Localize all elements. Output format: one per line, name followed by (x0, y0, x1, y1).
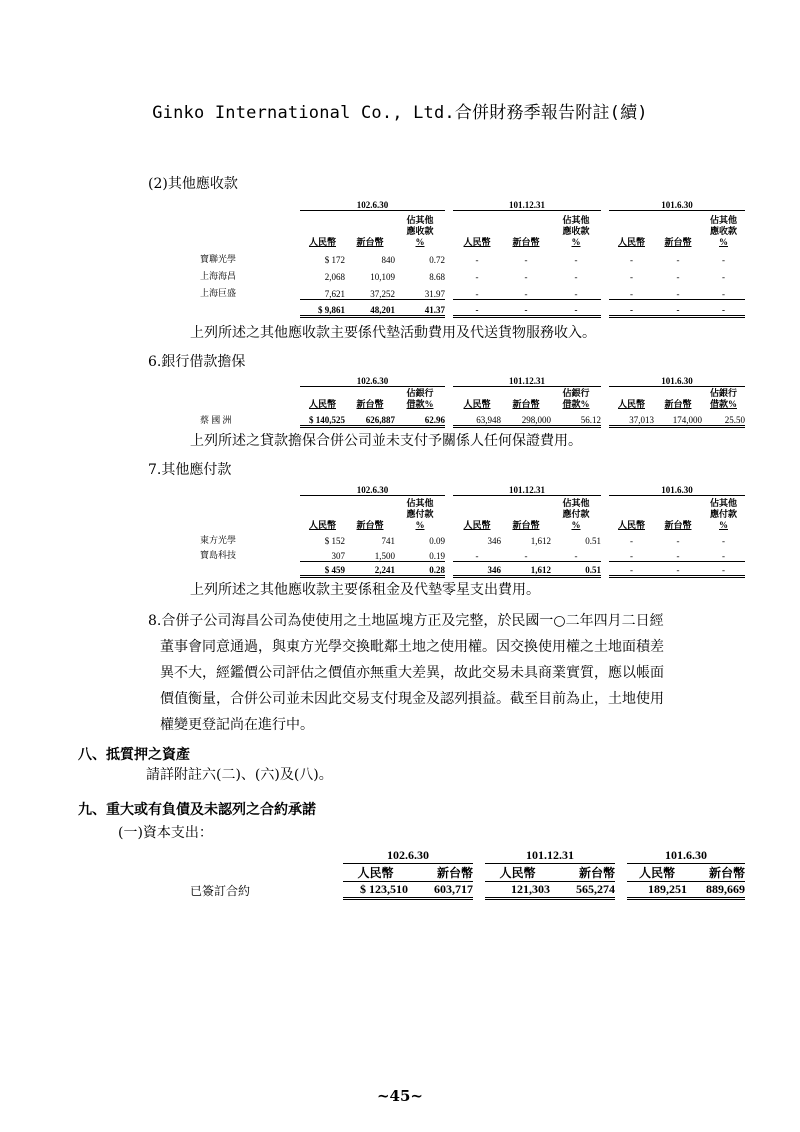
table-cell: 889,669 (687, 882, 745, 899)
period-header: 101.6.30 (609, 483, 745, 495)
table-cell: - (574, 272, 578, 282)
period-header: 102.6.30 (300, 374, 445, 386)
column-header: % (719, 237, 728, 247)
table-cell: 10,109 (370, 272, 395, 282)
column-header: % (415, 520, 425, 530)
table-cell: - (702, 299, 745, 316)
column-header: % (571, 237, 581, 247)
table-cell: - (501, 282, 551, 299)
section-8-text: 請詳附註六(二)、(六)及(八)。 (146, 767, 333, 783)
column-header: 借款% (709, 399, 737, 409)
table-cell: 62.96 (395, 410, 445, 426)
table-cell: $ 140,525 (300, 410, 345, 426)
column-header: 佔其他 (406, 498, 434, 508)
column-header: % (571, 520, 581, 530)
period-header: 102.6.30 (300, 198, 445, 210)
table-cell: - (676, 255, 680, 265)
table-cell: - (609, 561, 654, 576)
column-header: 應付款 (562, 509, 590, 519)
table-row (200, 282, 745, 299)
column-header: % (719, 520, 728, 530)
column-header: 新台幣 (356, 520, 384, 530)
table-cell: - (654, 546, 702, 561)
table-cell: - (453, 282, 501, 299)
column-header: 新台幣 (356, 237, 384, 247)
table-cell: 741 (381, 536, 395, 546)
table-cell: 8.68 (429, 272, 445, 282)
table-cell: - (654, 299, 702, 316)
table-cell: - (722, 272, 725, 282)
row-label: 寶島科技 (200, 550, 237, 560)
column-header: 人民幣 (308, 237, 336, 247)
table-cell: - (475, 255, 479, 265)
table-cell: - (702, 546, 745, 561)
column-header: 新台幣 (512, 237, 540, 247)
table-cell: 840 (381, 255, 395, 265)
table-cell: 63,948 (453, 410, 501, 426)
column-header: 新台幣 (550, 864, 615, 882)
note-line: 董事會同意通過，與東方光學交換毗鄰土地之使用權。因交換使用權之土地面積差 (160, 639, 664, 655)
period-header: 101.6.30 (609, 374, 745, 386)
column-header: 借款% (562, 399, 590, 409)
period-header: 101.12.31 (485, 848, 615, 864)
table-cell: 121,303 (485, 882, 550, 899)
period-header: 102.6.30 (343, 848, 473, 864)
column-header: % (415, 237, 425, 247)
table-cell: - (475, 272, 479, 282)
table-cell: 1,612 (501, 561, 551, 576)
column-header: 佔銀行 (562, 388, 590, 398)
table-cell: $ 9,861 (300, 299, 345, 316)
other-payables-heading: 7.其他應付款 (148, 462, 232, 478)
table-cell: 2,068 (324, 272, 345, 282)
table-cell: - (453, 546, 501, 561)
table-cell: - (676, 536, 680, 546)
column-header: 人民幣 (463, 520, 491, 530)
bank-guarantee-table (200, 374, 745, 428)
table-cell: - (501, 546, 551, 561)
other-receivables-table (200, 198, 745, 318)
column-header: 新台幣 (512, 399, 540, 409)
table-cell: 31.97 (395, 282, 445, 299)
column-header: 新台幣 (356, 399, 384, 409)
table-row (190, 882, 745, 899)
period-header: 101.12.31 (453, 483, 601, 495)
table-cell: 0.19 (395, 546, 445, 561)
bank-guarantee-heading: 6.銀行借款擔保 (148, 354, 246, 370)
column-header: 人民幣 (627, 864, 687, 882)
column-header: 佔銀行 (406, 388, 434, 398)
table-row (200, 531, 745, 546)
row-label: 上海巨盛 (200, 288, 237, 298)
column-header: 佔其他 (406, 215, 434, 225)
section-8-heading: 八、抵質押之資產 (78, 747, 190, 763)
table-cell: - (574, 255, 578, 265)
table-cell: - (453, 299, 501, 316)
period-header: 101.6.30 (609, 198, 745, 210)
table-cell: $ 152 (324, 536, 345, 546)
period-header: 101.12.31 (453, 374, 601, 386)
table-cell: - (654, 561, 702, 576)
table-cell: 0.72 (429, 255, 445, 265)
table-cell: - (524, 272, 528, 282)
column-header: 人民幣 (617, 520, 645, 530)
row-label: 上海海昌 (200, 271, 237, 281)
column-header: 人民幣 (343, 864, 408, 882)
column-header: 人民幣 (463, 399, 491, 409)
other-payables-table (200, 483, 745, 578)
table-cell: 37,013 (609, 410, 654, 426)
column-header: 新台幣 (687, 864, 745, 882)
column-header: 新台幣 (664, 237, 692, 247)
period-header: 102.6.30 (300, 483, 445, 495)
column-header: 新台幣 (512, 520, 540, 530)
table-cell: - (551, 546, 601, 561)
table-cell: - (722, 536, 725, 546)
table-cell: - (551, 282, 601, 299)
table-cell: - (609, 546, 654, 561)
table-cell: 174,000 (654, 410, 702, 426)
table-cell: 48,201 (345, 299, 395, 316)
period-header: 101.12.31 (453, 198, 601, 210)
table-cell: 7,621 (300, 282, 345, 299)
table-cell: 0.51 (585, 536, 601, 546)
note-line: 權變更登記尚在進行中。 (160, 717, 314, 733)
table-cell: - (702, 282, 745, 299)
row-label: 東方光學 (200, 535, 237, 545)
table-cell: - (654, 282, 702, 299)
table-row (200, 265, 745, 282)
table-cell: 25.50 (702, 410, 745, 426)
page-number: ~45~ (376, 1087, 423, 1105)
bank-guarantee-note: 上列所述之貸款擔保合併公司並未支付予關係人任何保證費用。 (190, 433, 582, 449)
column-header: 佔其他 (562, 498, 590, 508)
column-header: 人民幣 (308, 520, 336, 530)
column-header: 人民幣 (463, 237, 491, 247)
column-header: 人民幣 (617, 237, 645, 247)
table-cell: - (630, 536, 633, 546)
table-cell: 346 (487, 536, 501, 546)
table-cell: - (609, 299, 654, 316)
column-header: 借款% (406, 399, 434, 409)
table-cell: 626,887 (345, 410, 395, 426)
column-header: 應收款 (562, 226, 590, 236)
table-cell: 2,241 (345, 561, 395, 576)
table-cell: - (524, 255, 528, 265)
column-header: 應收款 (406, 226, 434, 236)
column-header: 新台幣 (664, 520, 692, 530)
section-9-heading: 九、重大或有負債及未認列之合約承諾 (78, 802, 316, 818)
other-receivables-note: 上列所述之其他應收款主要係代墊活動費用及代送貨物服務收入。 (190, 325, 596, 341)
other-receivables-heading: (2)其他應收款 (148, 176, 238, 192)
note-line: 異不大，經鑑價公司評估之價值亦無重大差異，故此交易未具商業實質，應以帳面 (160, 665, 664, 681)
column-header: 佔其他 (562, 215, 590, 225)
table-cell: 189,251 (627, 882, 687, 899)
column-header: 應收款 (709, 226, 737, 236)
table-cell: 307 (300, 546, 345, 561)
column-header: 新台幣 (408, 864, 473, 882)
total-row (200, 561, 745, 576)
column-header: 人民幣 (617, 399, 645, 409)
table-cell: 41.37 (395, 299, 445, 316)
table-row (200, 410, 745, 426)
table-cell: - (722, 255, 725, 265)
table-cell: $ 459 (300, 561, 345, 576)
table-cell: - (630, 272, 633, 282)
column-header: 新台幣 (664, 399, 692, 409)
column-header: 人民幣 (485, 864, 550, 882)
row-label: 蔡 國 洲 (200, 415, 232, 425)
total-row (200, 299, 745, 316)
table-cell: 565,274 (550, 882, 615, 899)
column-header: 應付款 (709, 509, 737, 519)
table-cell: 1,500 (345, 546, 395, 561)
note-line: 8.合併子公司海昌公司為使使用之土地區塊方正及完整，於民國一○二年四月二日經 (148, 613, 664, 629)
row-label: 寶聯光學 (200, 254, 237, 264)
table-cell: 346 (453, 561, 501, 576)
page-title: Ginko International Co., Ltd.合併財務季報告附註(續) (152, 103, 648, 123)
table-row (200, 546, 745, 561)
other-payables-note: 上列所述之其他應收款主要係租金及代墊零星支出費用。 (190, 582, 540, 598)
table-cell: 298,000 (501, 410, 551, 426)
table-cell: - (501, 299, 551, 316)
table-cell: $ 172 (324, 255, 345, 265)
column-header: 應付款 (406, 509, 434, 519)
period-header: 101.6.30 (627, 848, 745, 864)
column-header: 佔銀行 (709, 388, 737, 398)
column-header: 佔其他 (709, 215, 737, 225)
column-header: 佔其他 (709, 498, 737, 508)
table-cell: - (676, 272, 680, 282)
table-cell: - (702, 561, 745, 576)
table-cell: - (630, 255, 633, 265)
table-cell: 56.12 (551, 410, 601, 426)
table-cell: 603,717 (408, 882, 473, 899)
table-cell: - (551, 299, 601, 316)
land-exchange-note (148, 608, 664, 738)
table-cell: 0.28 (395, 561, 445, 576)
capital-expenditure-table (190, 848, 745, 900)
table-cell: $ 123,510 (343, 882, 408, 899)
capital-expenditure-heading: (一)資本支出： (118, 825, 213, 841)
table-cell: 37,252 (345, 282, 395, 299)
column-header: 人民幣 (308, 399, 336, 409)
table-cell: 1,612 (530, 536, 551, 546)
row-label: 已簽訂合約 (190, 883, 251, 898)
table-cell: 0.51 (551, 561, 601, 576)
table-cell: - (609, 282, 654, 299)
table-row (200, 248, 745, 265)
table-cell: 0.09 (429, 536, 445, 546)
note-line: 價值衡量，合併公司並未因此交易支付現金及認列損益。截至目前為止，土地使用 (160, 691, 664, 707)
